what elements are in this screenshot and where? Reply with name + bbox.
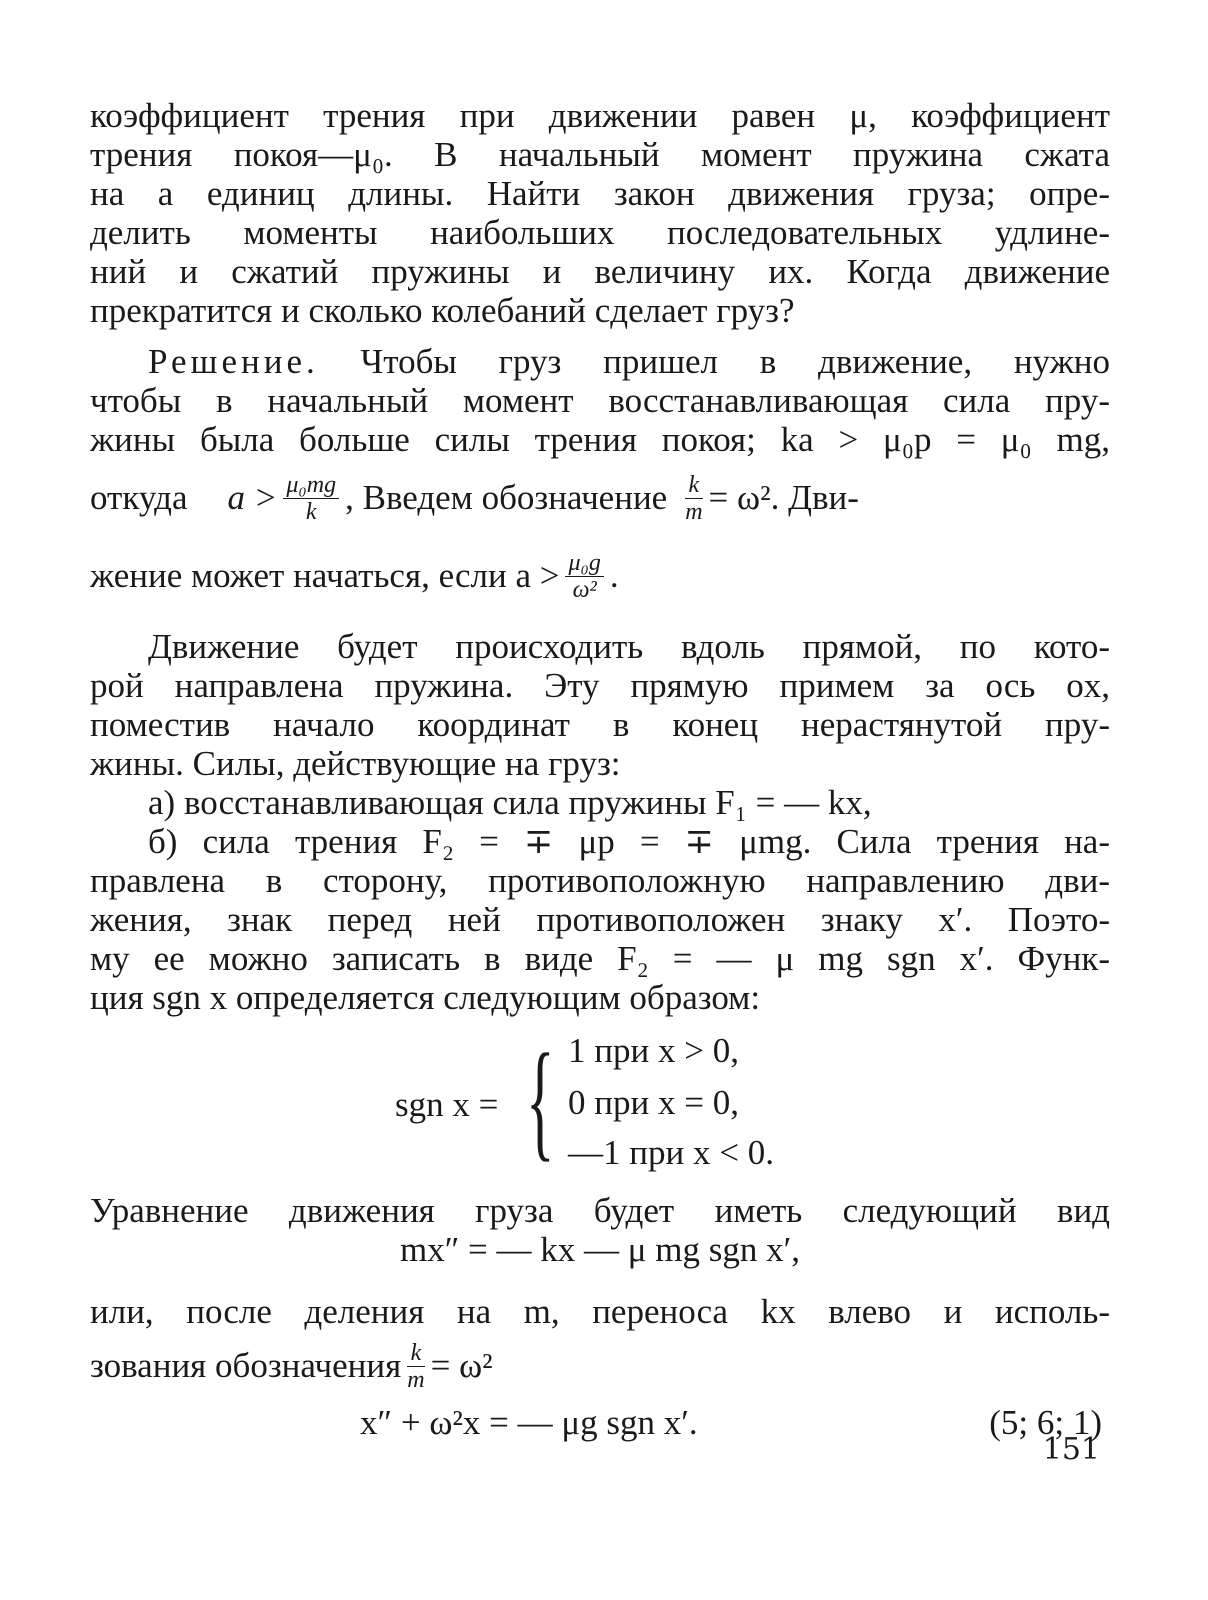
fraction-numerator: k bbox=[407, 1340, 424, 1367]
text-fragment: , Введем обозначение bbox=[345, 478, 668, 517]
text-line: Уравнение движения груза будет иметь следующий вид bbox=[90, 1191, 1110, 1230]
formula-line bbox=[90, 537, 1110, 615]
fraction-numerator: μ₀g bbox=[565, 550, 603, 577]
text-line: ция sgn x определяется следующим образом: bbox=[90, 978, 761, 1017]
solution-line bbox=[90, 342, 1110, 381]
text-line: прекратится и сколько колебаний сделает груз? bbox=[90, 291, 795, 330]
equation-body: x″ + ω²x = — μg sgn x′. bbox=[360, 1403, 698, 1442]
solution-heading: Решение. bbox=[148, 342, 319, 381]
inequality: a > bbox=[227, 478, 278, 517]
text-fragment: . bbox=[609, 556, 619, 595]
text-fragment: = ω². Дви- bbox=[708, 478, 859, 517]
equation-motion: mx″ = — kx — μ mg sgn x′, bbox=[399, 1230, 801, 1269]
fraction-denominator: m bbox=[407, 1366, 425, 1393]
text-fragment: = ω² bbox=[430, 1346, 493, 1385]
text-line: правлена в сторону, противоположную направлению дви- bbox=[90, 861, 1110, 900]
fraction bbox=[283, 472, 339, 525]
list-item: б) сила трения F₂ = ∓ μp = ∓ μmg. Сила трения на- bbox=[148, 822, 1110, 861]
fraction bbox=[685, 472, 702, 525]
solution-text: Чтобы груз пришел в движение, нужно bbox=[318, 342, 1110, 381]
text-line: жины была больше силы трения покоя; ka > μ₀p = μ₀ mg, bbox=[90, 420, 1110, 459]
fraction bbox=[407, 1340, 424, 1393]
case-row: 1 при x > 0, bbox=[568, 1031, 739, 1070]
list-item: а) восстанавливающая сила пружины F₁ = — kx, bbox=[148, 783, 872, 822]
text-line: делить моменты наибольших последовательных удлине- bbox=[90, 213, 1110, 252]
text-line: чтобы в начальный момент восстанавливающая сила пру- bbox=[90, 381, 1110, 420]
page-body bbox=[90, 96, 1110, 1445]
equation-numbered bbox=[90, 1401, 1110, 1445]
left-brace: { bbox=[526, 1026, 555, 1173]
text-line: коэффициент трения при движении равен μ, коэффициент bbox=[90, 96, 1110, 135]
text-line: поместив начало координат в конец нерастянутой пру- bbox=[90, 705, 1110, 744]
page-number: 151 bbox=[1042, 1432, 1100, 1467]
sgn-lhs: sgn x = bbox=[395, 1085, 499, 1124]
fraction-denominator: k bbox=[305, 498, 317, 525]
fraction-numerator: μ₀mg bbox=[283, 472, 339, 499]
fraction-denominator: ω² bbox=[572, 576, 597, 603]
case-row: —1 при x < 0. bbox=[568, 1133, 774, 1172]
text-fragment: жение может начаться, если a > bbox=[90, 556, 560, 595]
text-line: Движение будет происходить вдоль прямой, по кото- bbox=[148, 627, 1110, 666]
fraction-denominator: m bbox=[685, 498, 703, 525]
text-line: ний и сжатий пружины и величину их. Когда движение bbox=[90, 252, 1110, 291]
text-line: рой направлена пружина. Эту прямую примем за ось ox, bbox=[90, 666, 1110, 705]
text-line: му ее можно записать в виде F₂ = — μ mg sgn x′. Функ- bbox=[90, 939, 1110, 978]
fraction-numerator: k bbox=[685, 472, 702, 499]
text-line: на a единиц длины. Найти закон движения груза; опре- bbox=[90, 174, 1110, 213]
text-line: или, после деления на m, переноса kx влево и исполь- bbox=[90, 1292, 1110, 1331]
text-line: трения покоя—μ₀. В начальный момент пружина сжата bbox=[90, 135, 1110, 174]
text-fragment: зования обозначения bbox=[90, 1346, 402, 1385]
text-line: жения, знак перед ней противоположен знаку x′. Поэто- bbox=[90, 900, 1110, 939]
text-line: жины. Силы, действующие на груз: bbox=[90, 744, 621, 783]
formula-line bbox=[90, 459, 1110, 537]
case-row: 0 при x = 0, bbox=[568, 1083, 739, 1122]
fraction bbox=[565, 550, 603, 603]
text-fragment: откуда bbox=[90, 478, 188, 517]
sgn-definition bbox=[90, 1026, 1110, 1181]
equation-number: (5; 6; 1) bbox=[989, 1403, 1102, 1442]
formula-line bbox=[90, 1331, 1110, 1401]
